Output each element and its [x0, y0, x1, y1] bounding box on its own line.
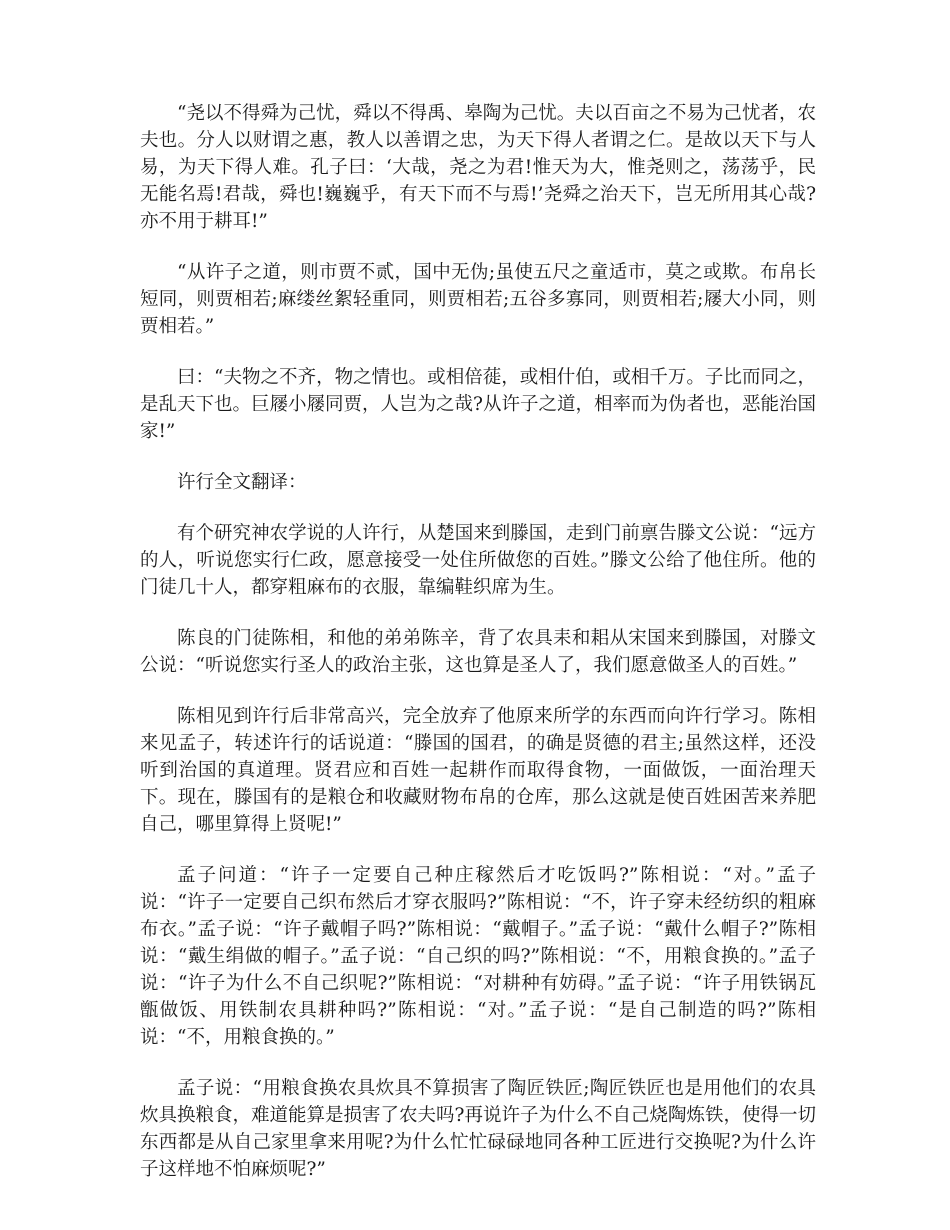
translation-heading: 许行全文翻译：: [177, 472, 307, 493]
paragraph-1: “尧以不得舜为己忧，舜以不得禹、皋陶为己忧。夫以百亩之不易为己忧者，农夫也。分人以财谓之惠，教人以善谓之忠，为天下得人者谓之仁。是故以天下与人易，为天下得人难。孔子曰：‘大哉，尧之为君!惟天为大，惟尧则之，荡荡乎，民无能名焉!君哉，舜也!巍巍乎，有天下而不与焉!’尧舜之治天下，岂无所用其心哉?亦不用于耕耳!”: [140, 103, 816, 232]
paragraph-7: 陈相见到许行后非常高兴，完全放弃了他原来所学的东西而向许行学习。陈相来见孟子，转述许行的话说道：“滕国的国君，的确是贤德的君主;虽然这样，还没听到治国的真道理。贤君应和百姓一起耕作而取得食物，一面做饭，一面治理天下。现在，滕国有的是粮仓和收藏财物布帛的仓库，那么这就是使百姓困苦来养肥自己，哪里算得上贤呢!”: [140, 706, 816, 835]
paragraph-3: 曰：“夫物之不齐，物之情也。或相倍蓰，或相什伯，或相千万。子比而同之，是乱天下也。巨屦小屦同贾，人岂为之哉?从许子之道，相率而为伪者也，恶能治国家!”: [140, 367, 816, 442]
paragraph-6: 陈良的门徒陈相，和他的弟弟陈辛，背了农具耒和耜从宋国来到滕国，对滕文公说：“听说您实行圣人的政治主张，这也算是圣人了，我们愿意做圣人的百姓。”: [140, 628, 816, 676]
paragraph-8: 孟子问道：“许子一定要自己种庄稼然后才吃饭吗?”陈相说：“对。”孟子说：“许子一定要自己织布然后才穿衣服吗?”陈相说：“不，许子穿未经纺织的粗麻布衣。”孟子说：“许子戴帽子吗?”陈相说：“戴帽子。”孟子说：“戴什么帽子?”陈相说：“戴生绢做的帽子。”孟子说：“自己织的吗?”陈相说：“不，用粮食换的。”孟子说：“许子为什么不自己织呢?”陈相说：“对耕种有妨碍。”孟子说：“许子用铁锅瓦甑做饭、用铁制农具耕种吗?”陈相说：“对。”孟子说：“是自己制造的吗?”陈相说：“不，用粮食换的。”: [140, 865, 816, 1048]
paragraph-2: “从许子之道，则市贾不贰，国中无伪;虽使五尺之童适市，莫之或欺。布帛长短同，则贾相若;麻缕丝絮轻重同，则贾相若;五谷多寡同，则贾相若;屦大小同，则贾相若。”: [140, 262, 816, 337]
paragraph-5: 有个研究神农学说的人许行，从楚国来到滕国，走到门前禀告滕文公说：“远方的人，听说您实行仁政，愿意接受一处住所做您的百姓。”滕文公给了他住所。他的门徒几十人，都穿粗麻布的衣服，靠编鞋织席为生。: [140, 523, 816, 598]
paragraph-9: 孟子说：“用粮食换农具炊具不算损害了陶匠铁匠;陶匠铁匠也是用他们的农具炊具换粮食，难道能算是损害了农夫吗?再说许子为什么不自己烧陶炼铁，使得一切东西都是从自己家里拿来用呢?为什么忙忙碌碌地同各种工匠进行交换呢?为什么许子这样地不怕麻烦呢?”: [140, 1078, 816, 1180]
document-body: [140, 100, 816, 1207]
